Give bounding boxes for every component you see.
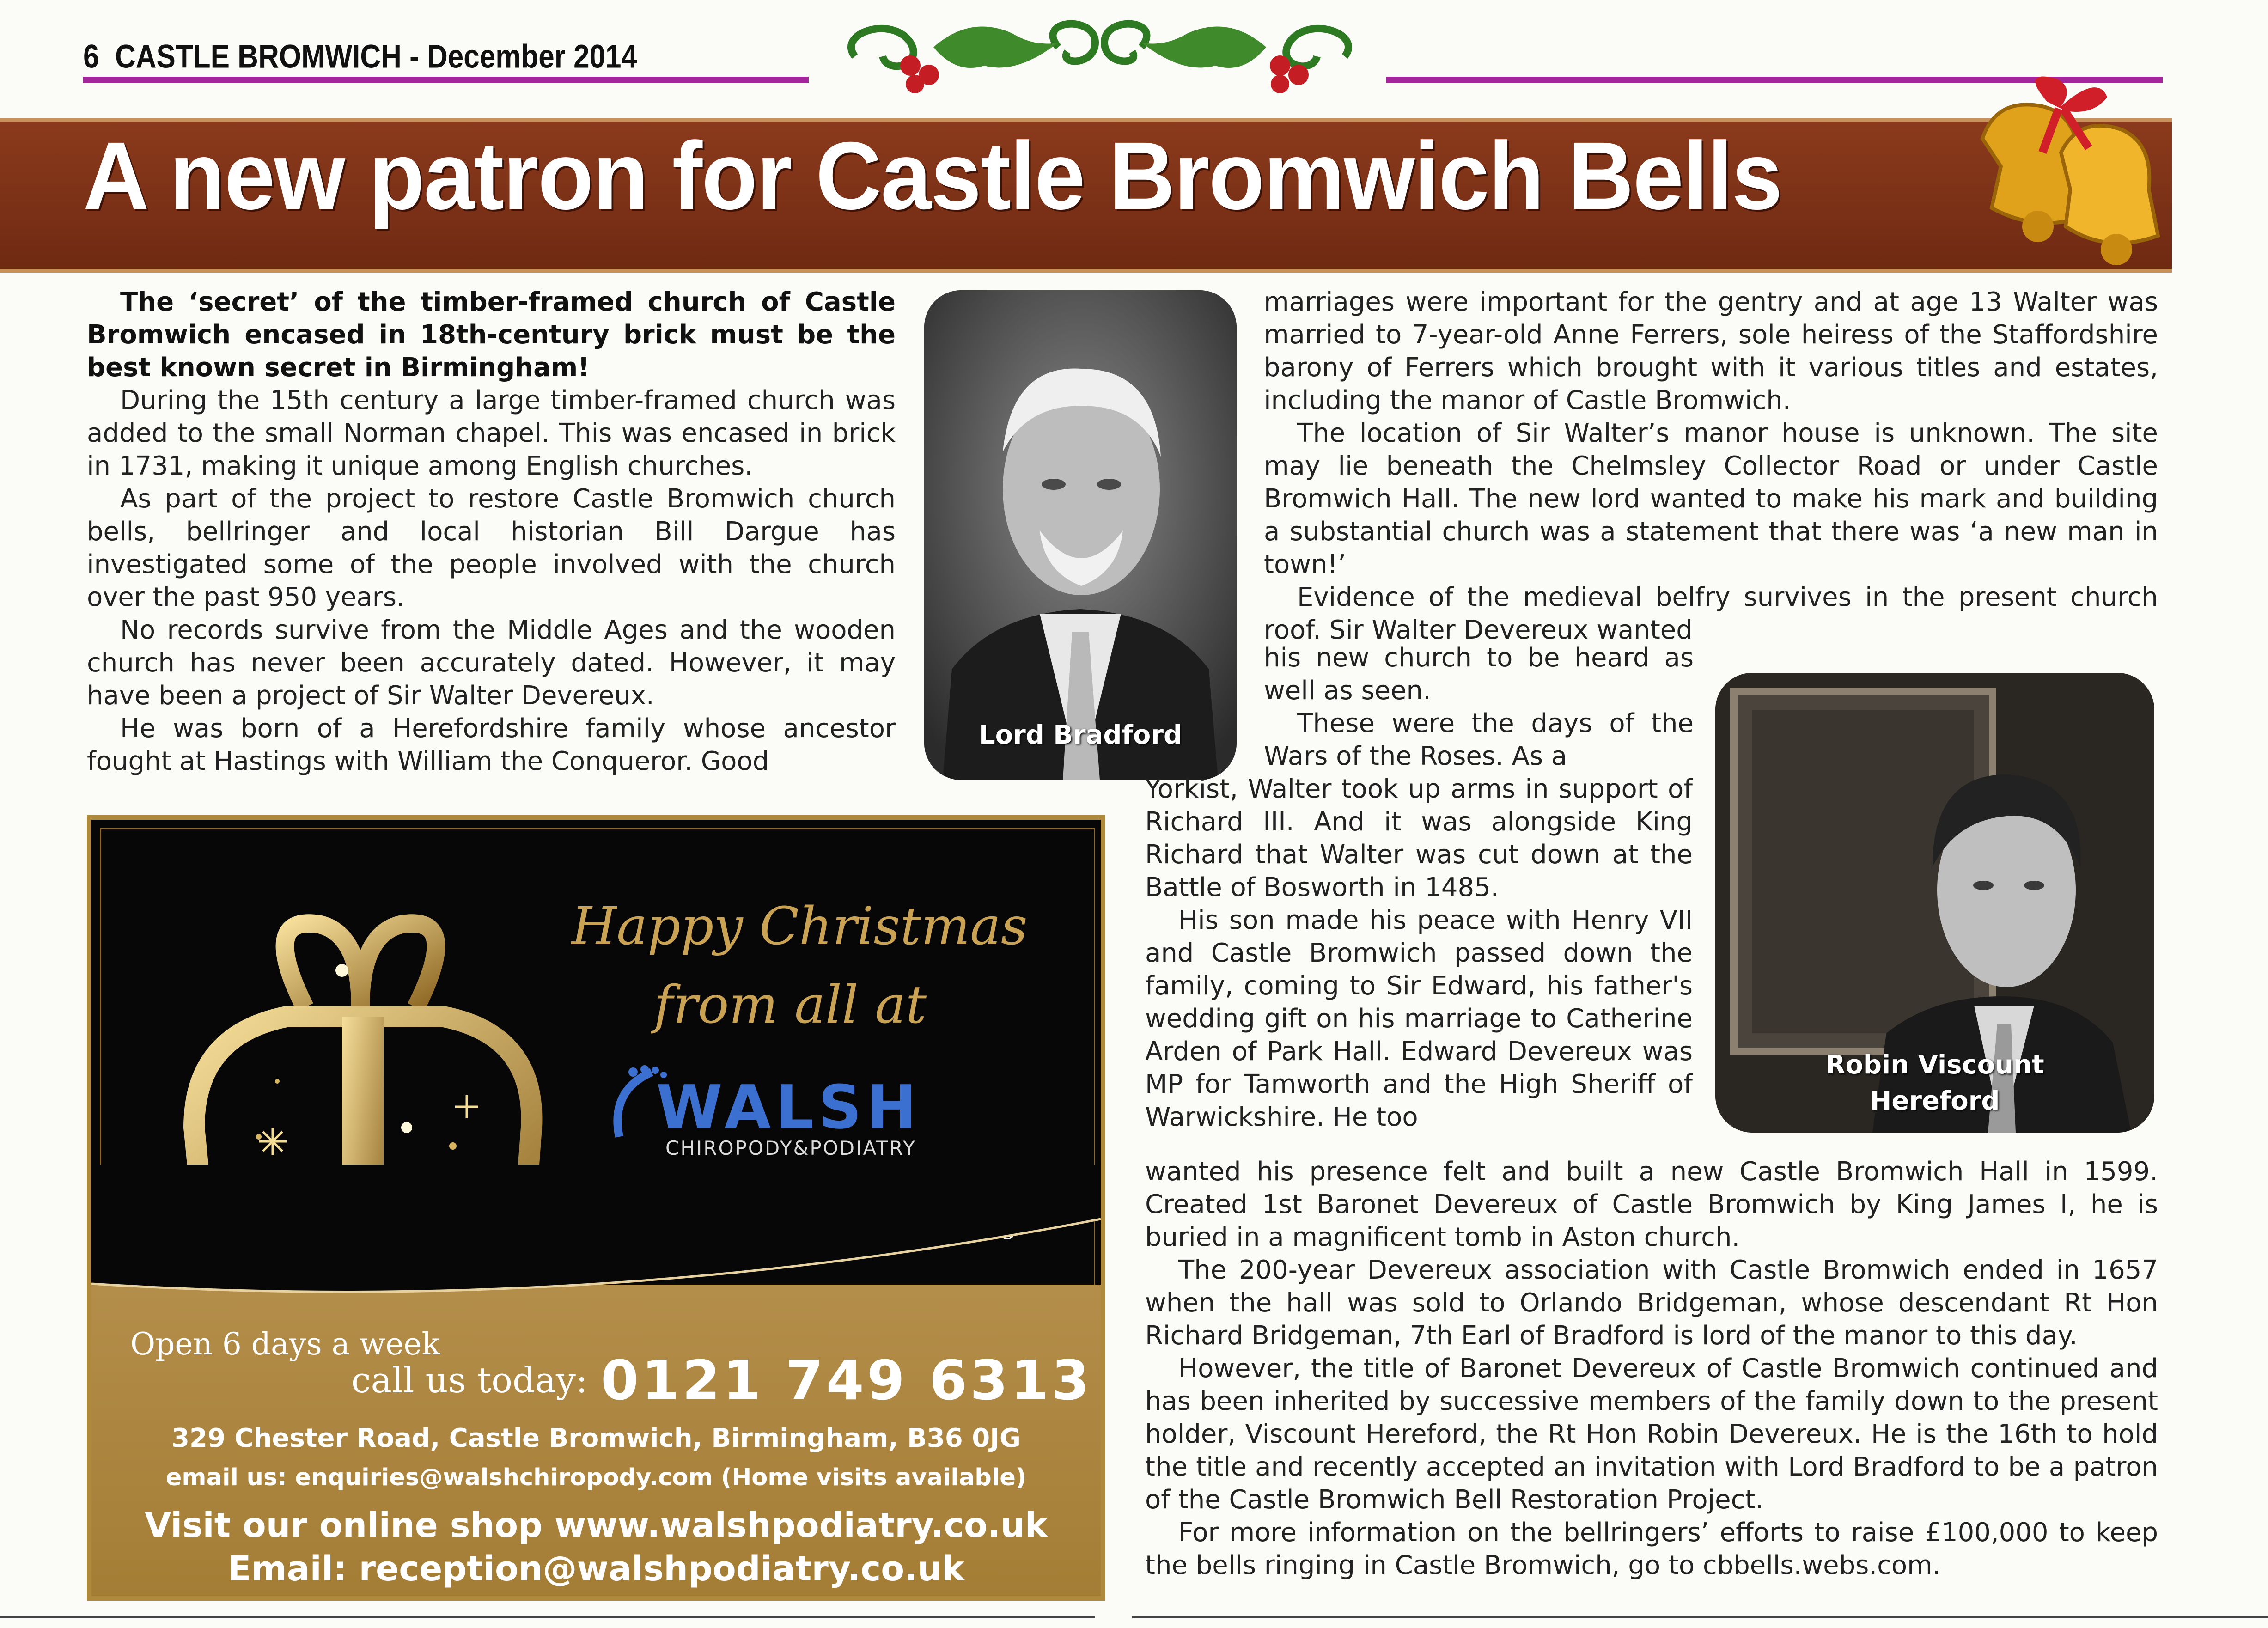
hereford-caption-line-1: Robin Viscount [1825, 1050, 2044, 1080]
col2-paragraph: These were the days of the Wars of the Roses. As a [1264, 708, 1694, 771]
issue-date: December 2014 [427, 38, 637, 75]
footer-rule-right [1132, 1616, 2268, 1618]
article-column-2-bottom [1145, 1155, 2158, 1582]
header-rule-left [83, 77, 809, 83]
col2-paragraph: His son made his peace with Henry VII and Castle Bromwich passed down the family, coming to Sir Edward, his father's wedding gift on his marriage to Catherine Arden of Park Hall. Edward Devereux was MP for Tamworth and the High Sheriff of Warwickshire. He too [1145, 905, 1693, 1132]
col1-paragraph: As part of the project to restore Castle Bromwich church bells, bellringer and local historian Bill Dargue has investigated some of the people involved with the church over the past 950 years. [87, 484, 896, 612]
article-column-1 [87, 286, 896, 778]
col2-paragraph: For more information on the bellringers’ efforts to raise £100,000 to keep the bells ringing in Castle Bromwich, go to cbbells.webs.com. [1145, 1518, 2158, 1580]
folio-separator: - [409, 38, 419, 75]
article-column-2-narrow-b [1145, 773, 1693, 1134]
hereford-caption-line-2: Hereford [1870, 1086, 2000, 1116]
article-column-2-top [1264, 286, 2158, 646]
col2-paragraph: his new church to be heard as well as seen. [1264, 643, 1694, 706]
advert-phone-number: 0121 749 6313 [601, 1348, 1092, 1412]
col1-paragraph: He was born of a Herefordshire family whose ancestor fought at Hastings with William the Conqueror. Good [87, 713, 896, 776]
advert-swoosh [91, 1165, 1101, 1317]
lord-bradford-caption: Lord Bradford [978, 720, 1183, 750]
col1-paragraph: No records survive from the Middle Ages and the wooden church has never been accurately dated. However, it may have been a project of Sir Walter Devereux. [87, 615, 896, 711]
advert-opening-hours: Open 6 days a week [130, 1326, 440, 1362]
portrait-image [924, 290, 1237, 780]
holly-ornament-icon [818, 6, 1382, 98]
hereford-caption [1715, 1047, 2154, 1119]
page-folio [83, 38, 637, 76]
page-number: 6 [83, 38, 99, 75]
article-title: A new patron for Castle Bromwich Bells [83, 122, 1782, 230]
advert-brand: WALSH [656, 1072, 921, 1142]
christmas-bells-icon [1941, 60, 2181, 300]
footer-rule-left [0, 1616, 1095, 1618]
col2-paragraph: However, the title of Baronet Devereux of Castle Bromwich continued and has been inherited by successive members of the family down to the present holder, Viscount Hereford, the Rt Hon Robin Devereux. He is the 16th to hold the title and recently accepted an invitation with Lord Bradford to be a patron of the Castle Bromwich Bell Restoration Project. [1145, 1354, 2158, 1515]
article-column-2-narrow-a [1264, 641, 1694, 773]
article-lead: The ‘secret’ of the timber-framed church of Castle Bromwich encased in 18th-century brick must be the best known secret in Birmingham! [87, 287, 896, 383]
col2-paragraph: Evidence of the medieval belfry survives in the present church roof. Sir Walter Devereux wanted [1264, 582, 2158, 645]
publication-name: CASTLE BROMWICH [115, 38, 402, 75]
col1-paragraph: During the 15th century a large timber-framed church was added to the small Norman chapel. This was encased in brick in 1731, making it unique among English churches. [87, 385, 896, 481]
col2-paragraph: The 200-year Devereux association with Castle Bromwich ended in 1657 when the hall was sold to Orlando Bridgeman, whose descendant Rt Hon Richard Bridgeman, 7th Earl of Bradford is lord of the manor to this day. [1145, 1255, 2158, 1351]
viscount-hereford-photo [1715, 673, 2154, 1133]
advert-greeting-line-1: Happy Christmas [571, 896, 1028, 957]
col2-paragraph: The location of Sir Walter’s manor house is unknown. The site may lie beneath the Chelmsley Collector Road or under Castle Bromwich Hall. The new lord wanted to make his mark and building a substantial church was a statement that there was ‘a new man in town!’ [1264, 418, 2158, 579]
lord-bradford-photo [924, 290, 1237, 780]
advert-online-shop[interactable]: Visit our online shop www.walshpodiatry.co.uk [145, 1506, 1048, 1545]
advert-call-label: call us today: [351, 1360, 588, 1401]
advert-brand-subtitle: CHIROPODY&PODIATRY [665, 1137, 916, 1159]
advert-email-line: email us: enquiries@walshchiropody.com (Home visits available) [165, 1464, 1027, 1491]
advert-address: 329 Chester Road, Castle Bromwich, Birmingham, B36 0JG [171, 1423, 1021, 1453]
col2-paragraph: marriages were important for the gentry and at age 13 Walter was married to 7-year-old Anne Ferrers, sole heiress of the Staffordshire barony of Ferrers which brought with it various titles and estates, including the manor of Castle Bromwich. [1264, 287, 2158, 415]
advert-greeting-line-2: from all at [653, 975, 927, 1035]
col2-paragraph: wanted his presence felt and built a new Castle Bromwich Hall in 1599. Created 1st Baronet Devereux of Castle Bromwich by King James I, he is buried in a magnificent tomb in Aston church. [1145, 1157, 2158, 1252]
col2-paragraph: Yorkist, Walter took up arms in support of Richard III. And it was alongside King Richard that Walter was cut down at the Battle of Bosworth in 1485. [1145, 774, 1693, 902]
advert-email-address[interactable]: Email: reception@walshpodiatry.co.uk [227, 1549, 965, 1589]
